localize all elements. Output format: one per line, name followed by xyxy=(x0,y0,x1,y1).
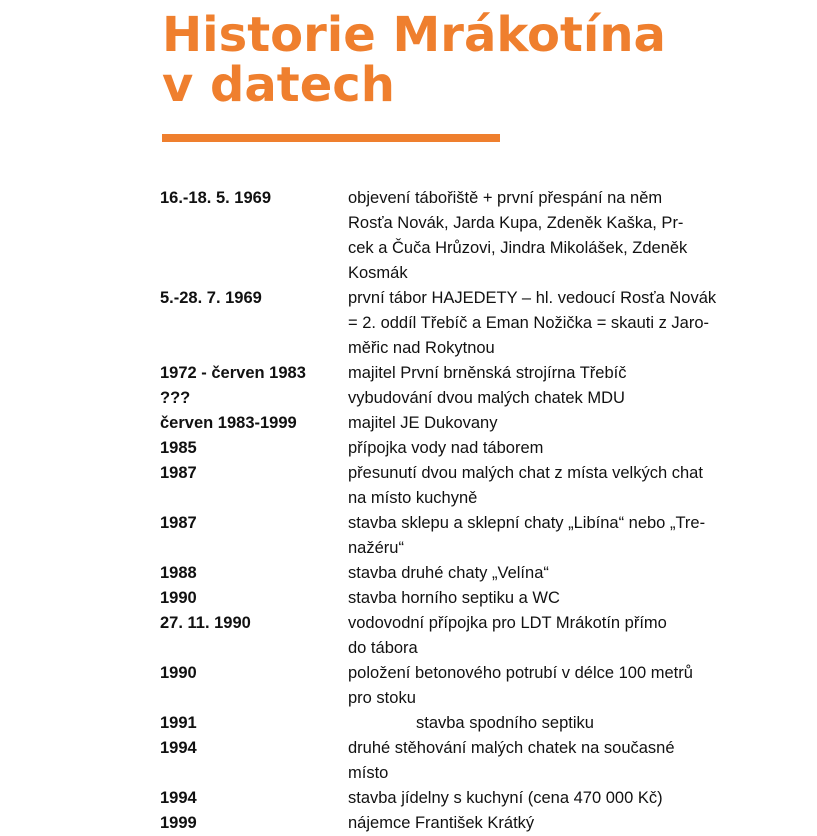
entry-description-line: Kosmák xyxy=(348,264,408,282)
page-title xyxy=(162,7,666,113)
entry-description-line: Rosťa Novák, Jarda Kupa, Zdeněk Kaška, Pr- xyxy=(348,214,684,232)
entry-description-line: cek a Čuča Hrůzovi, Jindra Mikolášek, Zdeněk xyxy=(348,239,688,257)
entry-date: 1991 xyxy=(160,714,197,732)
entry-description xyxy=(348,186,788,286)
timeline-entry xyxy=(160,586,800,611)
timeline-entry xyxy=(160,611,800,661)
entry-description-line: měřic nad Rokytnou xyxy=(348,339,495,357)
entry-description xyxy=(348,511,788,561)
timeline-entry xyxy=(160,736,800,786)
entry-date: 1994 xyxy=(160,739,197,757)
entry-date: 1994 xyxy=(160,789,197,807)
entry-description-line: vodovodní přípojka pro LDT Mrákotín přímo xyxy=(348,614,667,632)
entry-date: ??? xyxy=(160,389,191,407)
page-title-line-2: v datech xyxy=(162,57,395,113)
timeline-entry xyxy=(160,786,800,811)
entry-description-line: přesunutí dvou malých chat z místa velkých chat xyxy=(348,464,703,482)
entry-date: 1985 xyxy=(160,439,197,457)
entry-description xyxy=(348,561,788,586)
entry-description xyxy=(348,736,788,786)
entry-description xyxy=(348,436,788,461)
entry-description xyxy=(348,811,788,836)
entry-description xyxy=(348,786,788,811)
timeline-entry xyxy=(160,561,800,586)
entry-description-line: objevení tábořiště + první přespání na něm xyxy=(348,189,663,207)
timeline-list xyxy=(160,186,800,836)
entry-description-line: nájemce František Krátký xyxy=(348,814,535,832)
entry-description-line: vybudování dvou malých chatek MDU xyxy=(348,389,625,407)
entry-description-line: místo xyxy=(348,764,389,782)
entry-description xyxy=(348,586,788,611)
entry-description xyxy=(348,711,800,736)
timeline-entry xyxy=(160,711,800,736)
timeline-entry xyxy=(160,411,800,436)
entry-description xyxy=(348,611,788,661)
timeline-entry xyxy=(160,361,800,386)
entry-description xyxy=(348,286,788,361)
entry-description-line: stavba horního septiku a WC xyxy=(348,589,560,607)
entry-description xyxy=(348,461,788,511)
entry-description-line: pro stoku xyxy=(348,689,416,707)
entry-description xyxy=(348,661,788,711)
entry-description-line: majitel JE Dukovany xyxy=(348,414,498,432)
entry-description-line: majitel První brněnská strojírna Třebíč xyxy=(348,364,627,382)
entry-description-line: stavba spodního septiku xyxy=(416,714,594,732)
entry-description xyxy=(348,361,788,386)
timeline-entry xyxy=(160,286,800,361)
entry-date: 1987 xyxy=(160,464,197,482)
timeline-entry xyxy=(160,661,800,711)
timeline-entry xyxy=(160,436,800,461)
entry-date: 27. 11. 1990 xyxy=(160,614,251,632)
entry-description-line: nažéru“ xyxy=(348,539,404,557)
entry-description-line: stavba jídelny s kuchyní (cena 470 000 Kč) xyxy=(348,789,663,807)
entry-description-line: stavba sklepu a sklepní chaty „Libína“ nebo „Tre- xyxy=(348,514,706,532)
title-underline-rule xyxy=(162,134,500,142)
entry-description-line: = 2. oddíl Třebíč a Eman Nožička = skauti z Jaro- xyxy=(348,314,710,332)
page-title-line-1: Historie Mrákotína xyxy=(162,7,666,63)
entry-date: červen 1983-1999 xyxy=(160,414,297,432)
entry-description xyxy=(348,411,788,436)
entry-date: 1990 xyxy=(160,664,197,682)
timeline-entry xyxy=(160,461,800,511)
timeline-entry xyxy=(160,186,800,286)
entry-description-line: na místo kuchyně xyxy=(348,489,478,507)
timeline-entry xyxy=(160,386,800,411)
entry-description-line: druhé stěhování malých chatek na současné xyxy=(348,739,675,757)
entry-date: 5.-28. 7. 1969 xyxy=(160,289,262,307)
entry-description-line: položení betonového potrubí v délce 100 metrů xyxy=(348,664,693,682)
timeline-entry xyxy=(160,511,800,561)
entry-date: 1972 - červen 1983 xyxy=(160,364,306,382)
entry-description-line: stavba druhé chaty „Velína“ xyxy=(348,564,549,582)
entry-date: 1990 xyxy=(160,589,197,607)
entry-description-line: do tábora xyxy=(348,639,418,657)
entry-description xyxy=(348,386,788,411)
entry-date: 1987 xyxy=(160,514,197,532)
entry-description-line: první tábor HAJEDETY – hl. vedoucí Rosťa Novák xyxy=(348,289,717,307)
timeline-entry xyxy=(160,811,800,836)
entry-description-line: přípojka vody nad táborem xyxy=(348,439,544,457)
entry-date: 1999 xyxy=(160,814,197,832)
entry-date: 16.-18. 5. 1969 xyxy=(160,189,272,207)
entry-date: 1988 xyxy=(160,564,197,582)
